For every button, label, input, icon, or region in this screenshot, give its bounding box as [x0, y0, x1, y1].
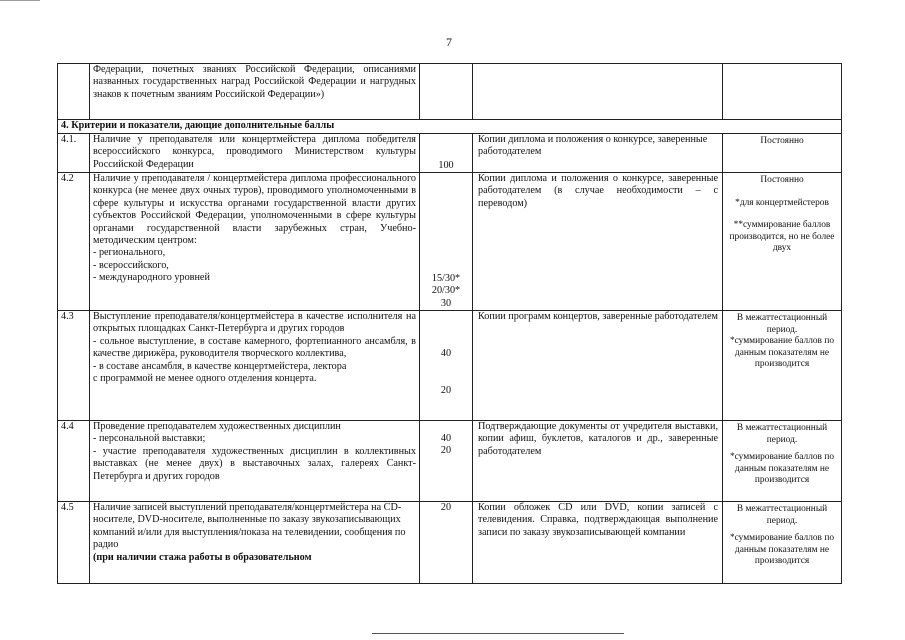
- points-cell: [420, 311, 473, 421]
- points-value: 40: [440, 433, 452, 444]
- criteria-item: - участие преподавателя художественных дисциплин в коллективных выставках (не менее двух) в выставочных залах, галереях Санкт-Петербурга и других городов: [93, 445, 416, 482]
- table-row: [58, 311, 842, 421]
- period-note: **суммирование баллов производится, но не более двух: [729, 220, 835, 253]
- criteria-cell: [90, 421, 420, 502]
- points-value: 20: [440, 445, 452, 457]
- row-number: 4.4: [58, 421, 90, 502]
- row-number: 4.3: [58, 311, 90, 421]
- points-value: 20/30*: [431, 285, 461, 297]
- period-cell: [723, 134, 842, 173]
- page-bottom-rule: [372, 633, 624, 634]
- period-note: *суммирование баллов по данным показателям не производится: [729, 336, 835, 369]
- scan-edge-line: [0, 0, 40, 1]
- period-cell: [723, 173, 842, 311]
- period-note: *для концертмейстеров: [735, 197, 829, 208]
- points-value: 15/30*: [431, 272, 461, 284]
- period-text: В межаттестационный период.: [736, 313, 828, 335]
- row-number: 4.2: [58, 173, 90, 311]
- criteria-table: [57, 63, 842, 584]
- documents-text: Копии диплома и положения о конкурсе, заверенные работодателем: [478, 134, 708, 158]
- criteria-cell: Наличие у преподавателя или концертмейстера диплома победителя всероссийского конкурса, проводимого Министерством культуры Российской Федерации: [90, 134, 420, 173]
- points-cell: [420, 134, 473, 173]
- points-cell: [420, 421, 473, 502]
- section-header-row: [58, 120, 842, 134]
- points-value: 20: [440, 385, 452, 397]
- documents-cell: Копии обложек CD или DVD, копии записей с телевидения. Справка, подтверждающая выполнение записи по заказу звукозаписывающей компании: [473, 502, 723, 584]
- table-row: [58, 64, 842, 120]
- table-row: [58, 134, 842, 173]
- period-text: Постоянно: [760, 175, 804, 185]
- criteria-cell: [90, 173, 420, 311]
- points-value: 100: [438, 159, 454, 171]
- documents-cell: Копии программ концертов, заверенные работодателем: [473, 311, 723, 421]
- points-cell: [420, 502, 473, 584]
- period-cell: [723, 311, 842, 421]
- documents-cell: Подтверждающие документы от учредителя выставки, копии афиш, буклетов, каталогов и др., заверенные работодателем: [473, 421, 723, 502]
- criteria-text: Наличие записей выступлений преподавателя/концертмейстера на CD-носителе, DVD-носителе, выполненные по заказу звукозаписывающих компаний и/или для выступления/показа на телевидении, сообщения по радио: [93, 502, 406, 551]
- period-text: В межаттестационный период.: [736, 504, 828, 526]
- points-value: 20: [440, 502, 452, 513]
- criteria-cell: [90, 311, 420, 421]
- criteria-cell: [90, 502, 420, 584]
- period-note: *суммирование баллов по данным показателям не производится: [729, 533, 835, 566]
- criteria-text: Наличие у преподавателя / концертмейстера диплома профессионального конкурса (не менее двух очных туров), проводимого уполномоченными в сфере культуры и искусства органами государственной власти других субъектов Российской Федерации, уполномоченными в сфере культуры органами государственной власти зарубежных стран, Учебно-методическим центром:: [93, 173, 416, 247]
- period-text: Постоянно: [760, 136, 804, 146]
- criteria-text: Проведение преподавателем художественных дисциплин: [93, 421, 341, 432]
- period-text: В межаттестационный период.: [736, 423, 828, 445]
- row-number: 4.5: [58, 502, 90, 584]
- documents-cell: [473, 134, 723, 173]
- criteria-item: с программой не менее одного отделения концерта.: [93, 373, 317, 385]
- points-cell: [420, 173, 473, 311]
- criteria-item: - персональной выставки;: [93, 433, 206, 445]
- table-row: [58, 173, 842, 311]
- criteria-note: (при наличии стажа работы в образовательном: [93, 551, 312, 563]
- criteria-item: - международного уровней: [93, 272, 210, 284]
- period-note: *суммирование баллов по данным показателям не производится: [729, 452, 835, 485]
- table-row: [58, 421, 842, 502]
- criteria-item: - в составе ансамбля, в качестве концертмейстера, лектора: [93, 360, 347, 372]
- page-number: 7: [446, 35, 452, 49]
- documents-cell: Копии диплома и положения о конкурсе, заверенные работодателем (в случае необходимости – с переводом): [473, 173, 723, 311]
- row-number: 4.1.: [58, 134, 90, 173]
- period-cell: [723, 421, 842, 502]
- points-value: 40: [440, 348, 452, 359]
- section-title: 4. Критерии и показатели, дающие дополнительные баллы: [58, 120, 842, 134]
- criteria-item: - регионального,: [93, 247, 166, 259]
- criteria-item: - всероссийского,: [93, 259, 169, 271]
- criteria-cell: Федерации, почетных званиях Российской Федерации, описаниями названных государственных наград Российской Федерации и нагрудных знаков к почетным званиям Российской Федерации»): [90, 64, 420, 120]
- criteria-item: - сольное выступление, в составе камерного, фортепианного ансамбля, в качестве дирижёра, руководителя творческого коллектива,: [93, 335, 416, 360]
- criteria-text: Выступление преподавателя/концертмейстера в качестве исполнителя на открытых площадках Санкт-Петербурга и других городов: [93, 311, 416, 335]
- period-cell: [723, 502, 842, 584]
- table-row: [58, 502, 842, 584]
- points-value: 30: [440, 297, 452, 309]
